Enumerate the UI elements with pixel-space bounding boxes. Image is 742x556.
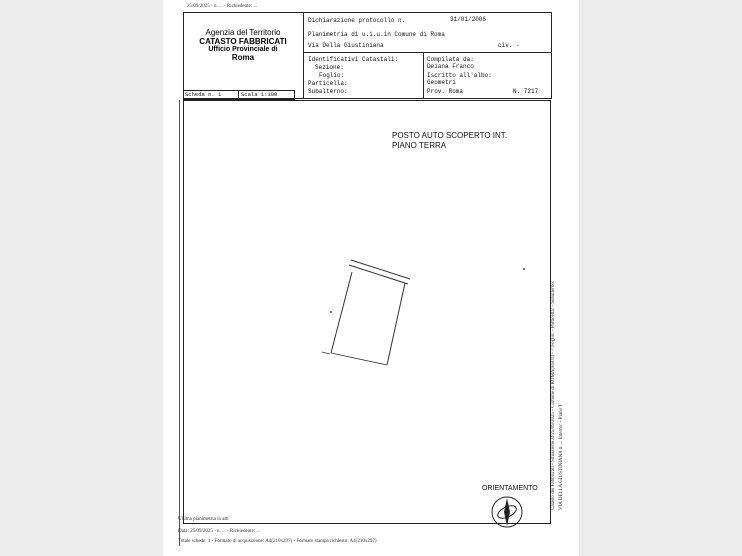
document-page <box>163 0 579 556</box>
drawing-caption <box>392 131 507 151</box>
catasto-title: CATASTO FABBRICATI <box>199 37 287 46</box>
agency-block <box>183 28 303 62</box>
side-note-line-2: VIA DELLA GIUSTINIANA n. ... Interno: - Piano T <box>559 403 564 510</box>
province: Prov. Roma <box>427 88 464 95</box>
office-label: Ufficio Provinciale di <box>208 46 278 53</box>
profession: Geometri <box>427 79 456 86</box>
header-stamp: 25/09/2025 - n. ... - Richiedente: ... <box>187 4 258 9</box>
footer-line-3: Totale schede: 1 - Formato di acquisizione: A4(210x297) - Formato stampa richiesto: A4(210x297) <box>178 539 377 544</box>
register-number: N. 7217 <box>513 88 539 95</box>
sezione-label: Sezione: <box>315 64 344 71</box>
subalterno-label: Subalterno: <box>308 88 348 95</box>
foglio-label: Foglio: <box>319 72 345 79</box>
declaration-title: Dichiarazione protocollo n. <box>308 17 406 24</box>
side-note-line-1: Catasto dei Fabbricati - Situazione al 25/09/2025 - Comune di ROMA(H501) - < Foglio: - Particella: - Subalterno: <box>551 280 556 510</box>
office-city: Roma <box>231 53 255 62</box>
compiler-name: Deiana Franco <box>427 63 474 70</box>
declaration-date: 31/01/2006 <box>450 16 487 23</box>
civic-number: civ. - <box>498 42 520 49</box>
register-label: Iscritto all'albo: <box>427 72 492 79</box>
particella-label: Particella: <box>308 80 348 87</box>
north-arrow-icon <box>489 494 525 530</box>
caption-line-2: PIANO TERRA <box>392 141 447 150</box>
footer-line-1: Ultima planimetria in atti <box>178 517 229 522</box>
address: Via Della Giustiniana <box>308 42 384 49</box>
identifiers-title: Identificativi Catastali: <box>308 56 399 63</box>
agency-name: Agenzia del Territorio <box>205 28 281 37</box>
plan-line: Planimetria di u.i.u.in Comune di Roma <box>308 31 445 38</box>
orientation-label: ORIENTAMENTO <box>482 485 538 492</box>
compiled-title: Compilata da: <box>427 56 474 63</box>
footer-line-2: Data: 25/09/2025 - n. ... - Richiedente: ... <box>178 529 261 534</box>
parking-space-drawing <box>313 250 423 380</box>
scale: Scala 1:100 <box>241 91 278 98</box>
scheda-number: Scheda n. 1 <box>185 91 222 98</box>
caption-line-1: POSTO AUTO SCOPERTO INT. <box>392 131 507 140</box>
